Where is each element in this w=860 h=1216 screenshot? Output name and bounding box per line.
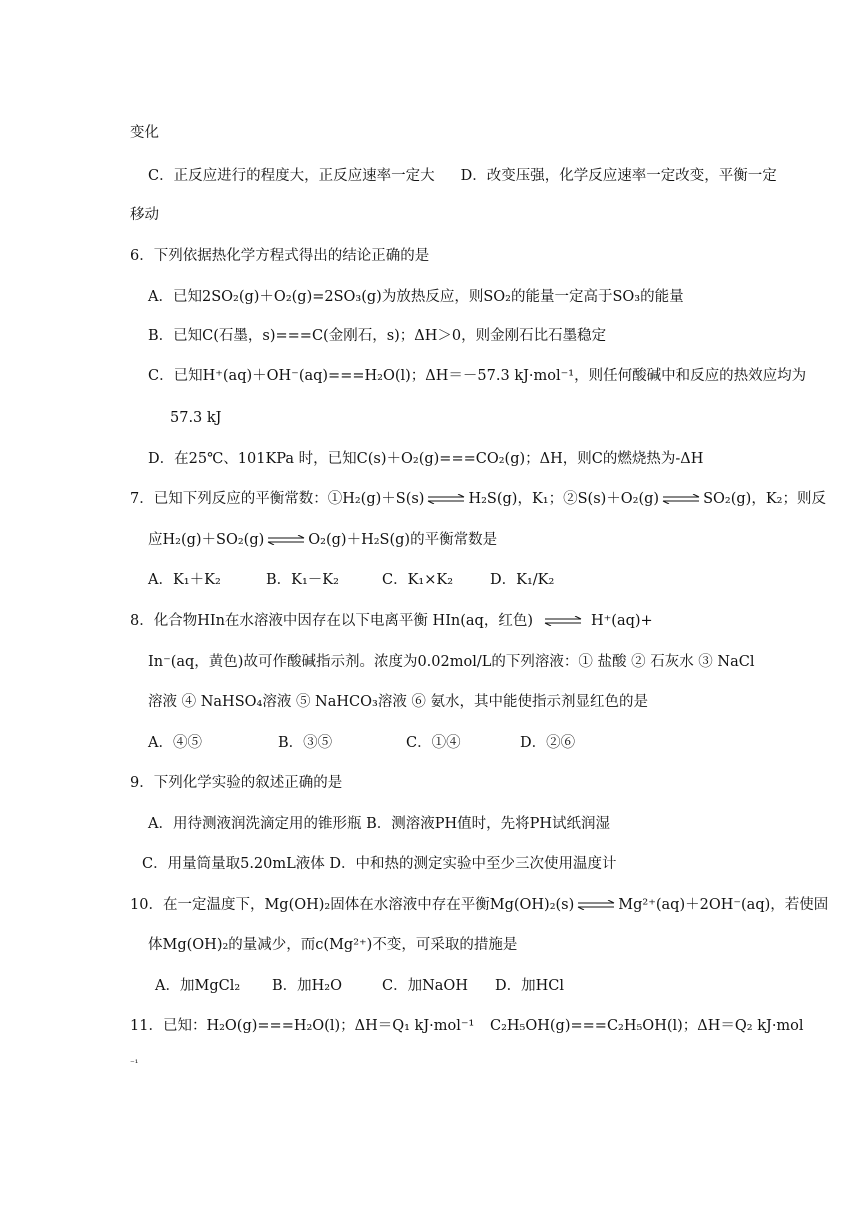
q9-options-cd (0, 854, 860, 874)
question-11-cont (0, 1052, 860, 1074)
option-d: D．改变压强，化学反应速率一定改变，平衡一定 (460, 168, 777, 184)
equilibrium-arrow-icon (426, 494, 466, 504)
q10-option-c: C．加NaOH (382, 978, 468, 994)
question-stem: Mg²⁺(aq)＋2OH⁻(aq)，若使固 (618, 897, 829, 913)
question-10 (0, 895, 860, 915)
q7-option-c: C．K₁×K₂ (382, 572, 454, 588)
question-stem: 应H₂(g)＋SO₂(g) (148, 532, 265, 548)
question-stem: O₂(g)＋H₂S(g)的平衡常数是 (308, 532, 498, 548)
question-stem: 11．已知：H₂O(g)===H₂O(l)；ΔH＝Q₁ kJ·mol⁻¹ (130, 1018, 475, 1034)
option-text: 57.3 kJ (170, 410, 222, 426)
question-6 (0, 246, 860, 266)
question-stem: 8．化合物HIn在水溶液中因存在以下电离平衡 HIn(aq，红色) (130, 613, 533, 629)
equilibrium-arrow-icon (661, 494, 701, 504)
q8-option-a: A．④⑤ (148, 735, 202, 751)
q10-option-a: A．加MgCl₂ (155, 978, 241, 994)
line-text: 移动 (130, 207, 159, 223)
question-stem: 9．下列化学实验的叙述正确的是 (130, 775, 343, 791)
q8-option-d: D．②⑥ (520, 735, 576, 751)
q7-option-d: D．K₁/K₂ (490, 572, 555, 588)
q10-option-b: B．加H₂O (272, 978, 343, 994)
option-text: B．已知C(石墨，s)===C(金刚石，s)；ΔH＞0，则金刚石比石墨稳定 (148, 328, 607, 344)
question-9 (0, 773, 860, 793)
q7-option-b: B．K₁－K₂ (266, 572, 339, 588)
equilibrium-arrow-icon (266, 535, 306, 545)
question-stem: 体Mg(OH)₂的量减少，而c(Mg²⁺)不变，可采取的措施是 (148, 937, 518, 953)
q6-option-b (0, 326, 860, 346)
question-stem: 7．已知下列反应的平衡常数：①H₂(g)＋S(s) (130, 491, 425, 507)
option-text: C．已知H⁺(aq)＋OH⁻(aq)===H₂O(l)；ΔH＝－57.3 kJ·mol⁻¹，则任何酸碱中和反应的热效应均为 (148, 368, 807, 384)
question-stem: 10．在一定温度下，Mg(OH)₂固体在水溶液中存在平衡Mg(OH)₂(s) (130, 897, 575, 913)
question-stem: 溶液 ④ NaHSO₄溶液 ⑤ NaHCO₃溶液 ⑥ 氨水，其中能使指示剂显红色的是 (148, 694, 649, 710)
question-stem: SO₂(g)，K₂；则反 (703, 491, 826, 507)
question-8 (0, 611, 860, 631)
question-stem: ⁻¹ (130, 1059, 139, 1069)
option-text: D．在25℃、101KPa 时，已知C(s)＋O₂(g)===CO₂(g)；ΔH，则C的燃烧热为-ΔH (148, 451, 704, 467)
q8-option-b: B．③⑤ (278, 735, 333, 751)
q6-option-d (0, 449, 860, 469)
option-text: C．用量筒量取5.20mL液体 D．中和热的测定实验中至少三次使用温度计 (142, 856, 617, 872)
equilibrium-arrow-icon (576, 900, 616, 910)
text-line (0, 205, 860, 225)
question-stem: H₂S(g)，K₁；②S(s)＋O₂(g) (468, 491, 660, 507)
option-text: A．用待测液润洗滴定用的锥形瓶 B．测溶液PH值时，先将PH试纸润湿 (148, 816, 611, 832)
text-line (0, 123, 860, 143)
q6-option-c (0, 366, 860, 386)
question-8-cont (0, 692, 860, 712)
q6-option-a (0, 287, 860, 307)
question-7 (0, 489, 860, 509)
q8-option-c: C．①④ (406, 735, 461, 751)
q9-options-ab (0, 814, 860, 834)
question-7-cont (0, 530, 860, 550)
q10-option-d: D．加HCl (495, 978, 565, 994)
text-line (0, 166, 860, 186)
q6-option-c-cont (0, 408, 860, 428)
question-10-cont (0, 935, 860, 955)
q7-option-a: A．K₁＋K₂ (148, 572, 221, 588)
option-text: A．已知2SO₂(g)＋O₂(g)=2SO₃(g)为放热反应，则SO₂的能量一定高于SO₃的能量 (148, 289, 684, 305)
equilibrium-arrow-icon (543, 616, 583, 626)
line-text: 变化 (130, 125, 159, 141)
question-stem: In⁻(aq，黄色)故可作酸碱指示剂。浓度为0.02mol/L的下列溶液：① 盐酸 ② 石灰水 ③ NaCl (148, 654, 755, 670)
question-stem: C₂H₅OH(g)===C₂H₅OH(l)；ΔH＝Q₂ kJ·mol (490, 1018, 804, 1034)
question-stem: H⁺(aq)+ (591, 613, 653, 629)
question-8-cont (0, 652, 860, 672)
question-stem: 6．下列依据热化学方程式得出的结论正确的是 (130, 248, 430, 264)
option-c: C．正反应进行的程度大，正反应速率一定大 (148, 168, 435, 184)
